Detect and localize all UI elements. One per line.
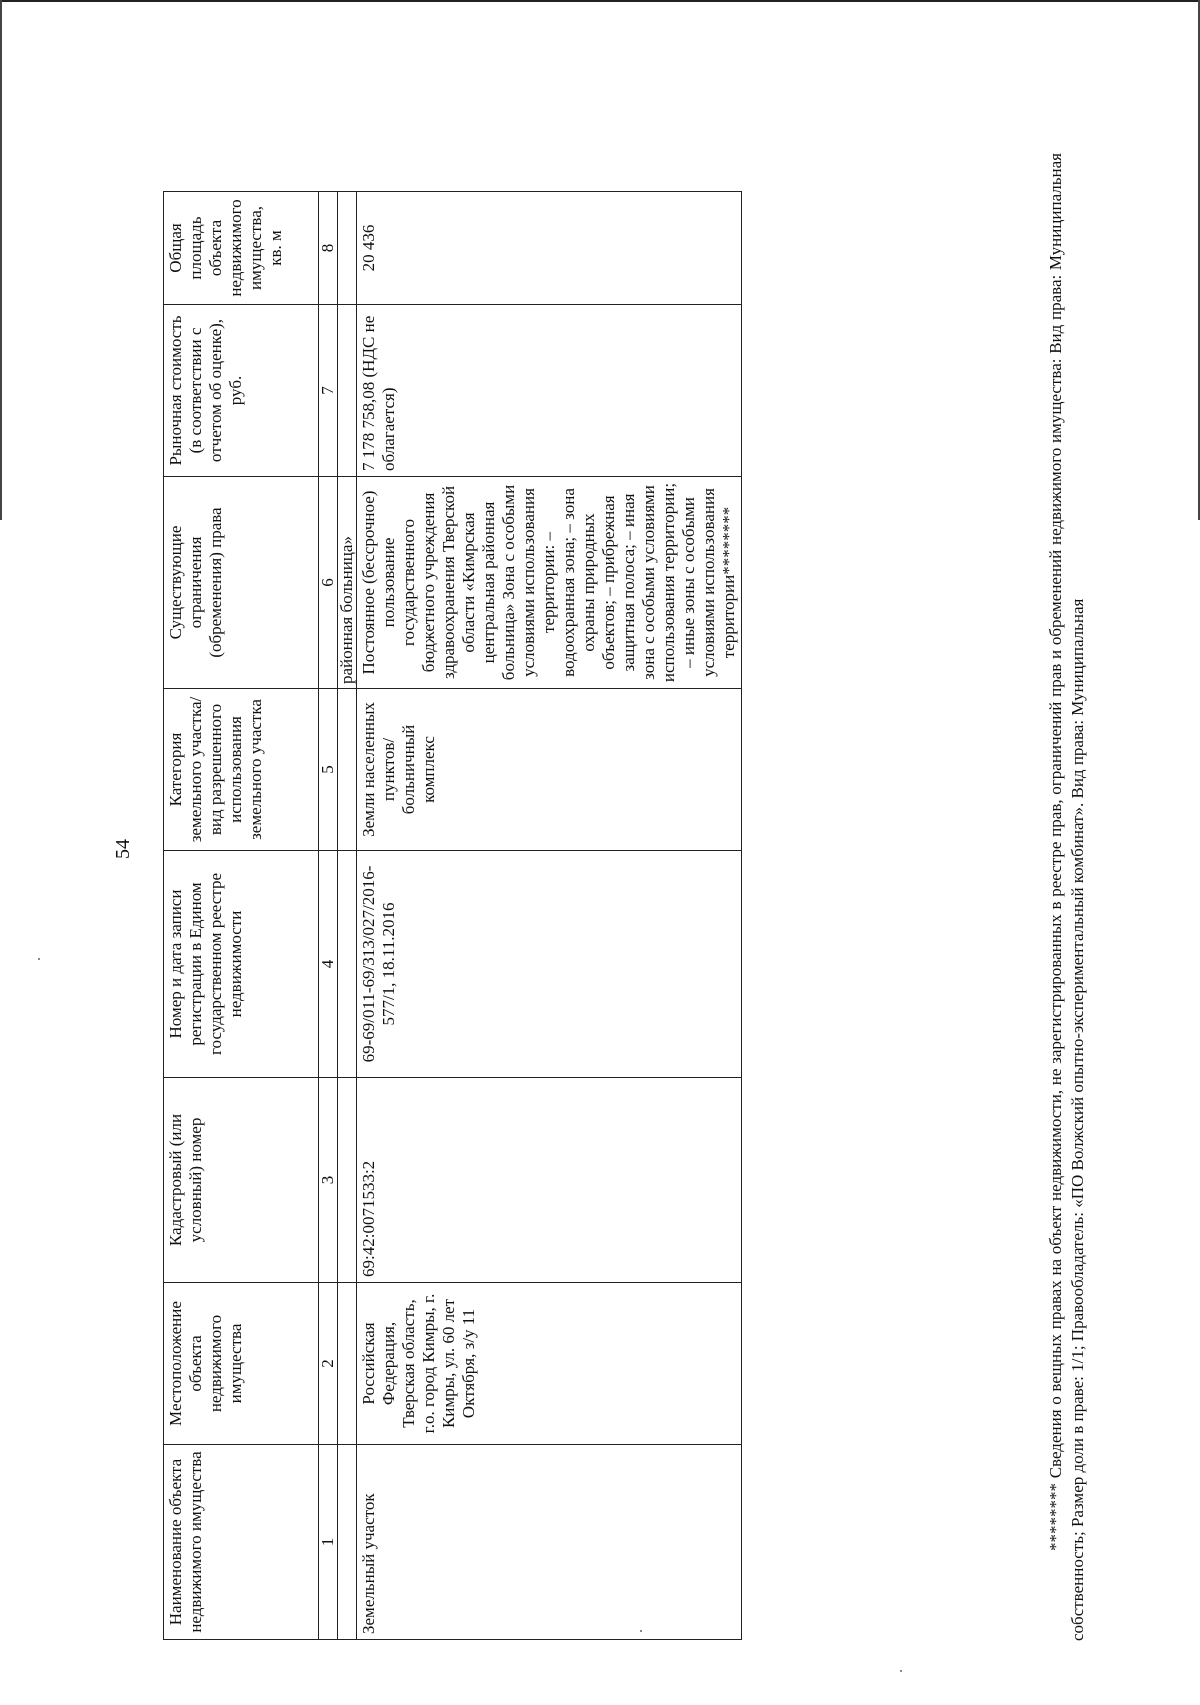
empty-cell xyxy=(338,192,357,305)
registration-record: 69-69/011-69/313/027/2016-577/1, 18.11.2016 xyxy=(357,851,742,1078)
header-cell: Категория земельного участка/вид разрешенного использования земельного участка xyxy=(164,689,319,851)
table-row xyxy=(357,192,742,1640)
encumbrances: Постоянное (бессрочное) пользование государственного бюджетного учреждения здравоохранения Тверской области «Кимрская центральная районная больница» Зона с особыми условиями использования территории: – водоохранная зона; – зона охраны природных объектов; – прибрежная защитная полоса; – иная зона с особыми условиями использования территории; – иные зоны с особыми условиями использования территории******** xyxy=(357,477,742,689)
header-cell: Кадастровый (или условный) номер xyxy=(164,1078,319,1283)
total-area: 20 436 xyxy=(357,192,742,305)
header-cell: Рыночная стоимость (в соответствии с отчетом об оценке), руб. xyxy=(164,305,319,477)
empty-cell xyxy=(338,1445,357,1640)
column-number: 4 xyxy=(319,851,338,1078)
page-number: 54 xyxy=(112,839,134,859)
column-number: 5 xyxy=(319,689,338,851)
column-number-row xyxy=(319,192,338,1640)
empty-cell xyxy=(338,851,357,1078)
column-number: 8 xyxy=(319,192,338,305)
carry-over-text: районная больница» xyxy=(338,477,357,689)
column-number: 1 xyxy=(319,1445,338,1640)
market-value: 7 178 758,08 (НДС не облагается) xyxy=(357,305,742,477)
header-cell: Наименование объекта недвижимого имущества xyxy=(164,1445,319,1640)
empty-cell xyxy=(338,1283,357,1445)
object-name: Земельный участок xyxy=(357,1445,742,1640)
scan-speck xyxy=(900,1670,902,1672)
footnote: ******** Сведения о вещных правах на объект недвижимости, не зарегистрированных в реестре прав, ограничений прав и обременений недвижимого имущества: Вид права: Муниципальная собственность; Размер доли в праве: 1/1; Правообладатель: «ПО Волжский опытно-экспериментальный комбинат». Вид права: Муниципальная xyxy=(1046,153,1087,1641)
carry-over-row xyxy=(338,192,357,1640)
table-header-row xyxy=(164,192,319,1640)
empty-cell xyxy=(338,305,357,477)
empty-cell xyxy=(338,1078,357,1283)
header-cell: Общая площадь объекта недвижимого имущества, кв. м xyxy=(164,192,319,305)
column-number: 6 xyxy=(319,477,338,689)
object-location: Российская Федерация, Тверская область, г.о. город Кимры, г. Кимры, ул. 60 лет Октября, з/у 11 xyxy=(357,1283,742,1445)
column-number: 7 xyxy=(319,305,338,477)
property-table xyxy=(163,191,742,1640)
scan-speck xyxy=(38,958,40,960)
empty-cell xyxy=(338,689,357,851)
land-category: Земли населенных пунктов/больничный комплекс xyxy=(357,689,742,851)
header-cell: Местоположение объекта недвижимого имущества xyxy=(164,1283,319,1445)
header-cell: Номер и дата записи регистрации в Едином государственном реестре недвижимости xyxy=(164,851,319,1078)
column-number: 2 xyxy=(319,1283,338,1445)
header-cell: Существующие ограничения (обременения) права xyxy=(164,477,319,689)
column-number: 3 xyxy=(319,1078,338,1283)
scan-speck xyxy=(640,1630,642,1632)
cadastral-number: 69:42:0071533:2 xyxy=(357,1078,742,1283)
